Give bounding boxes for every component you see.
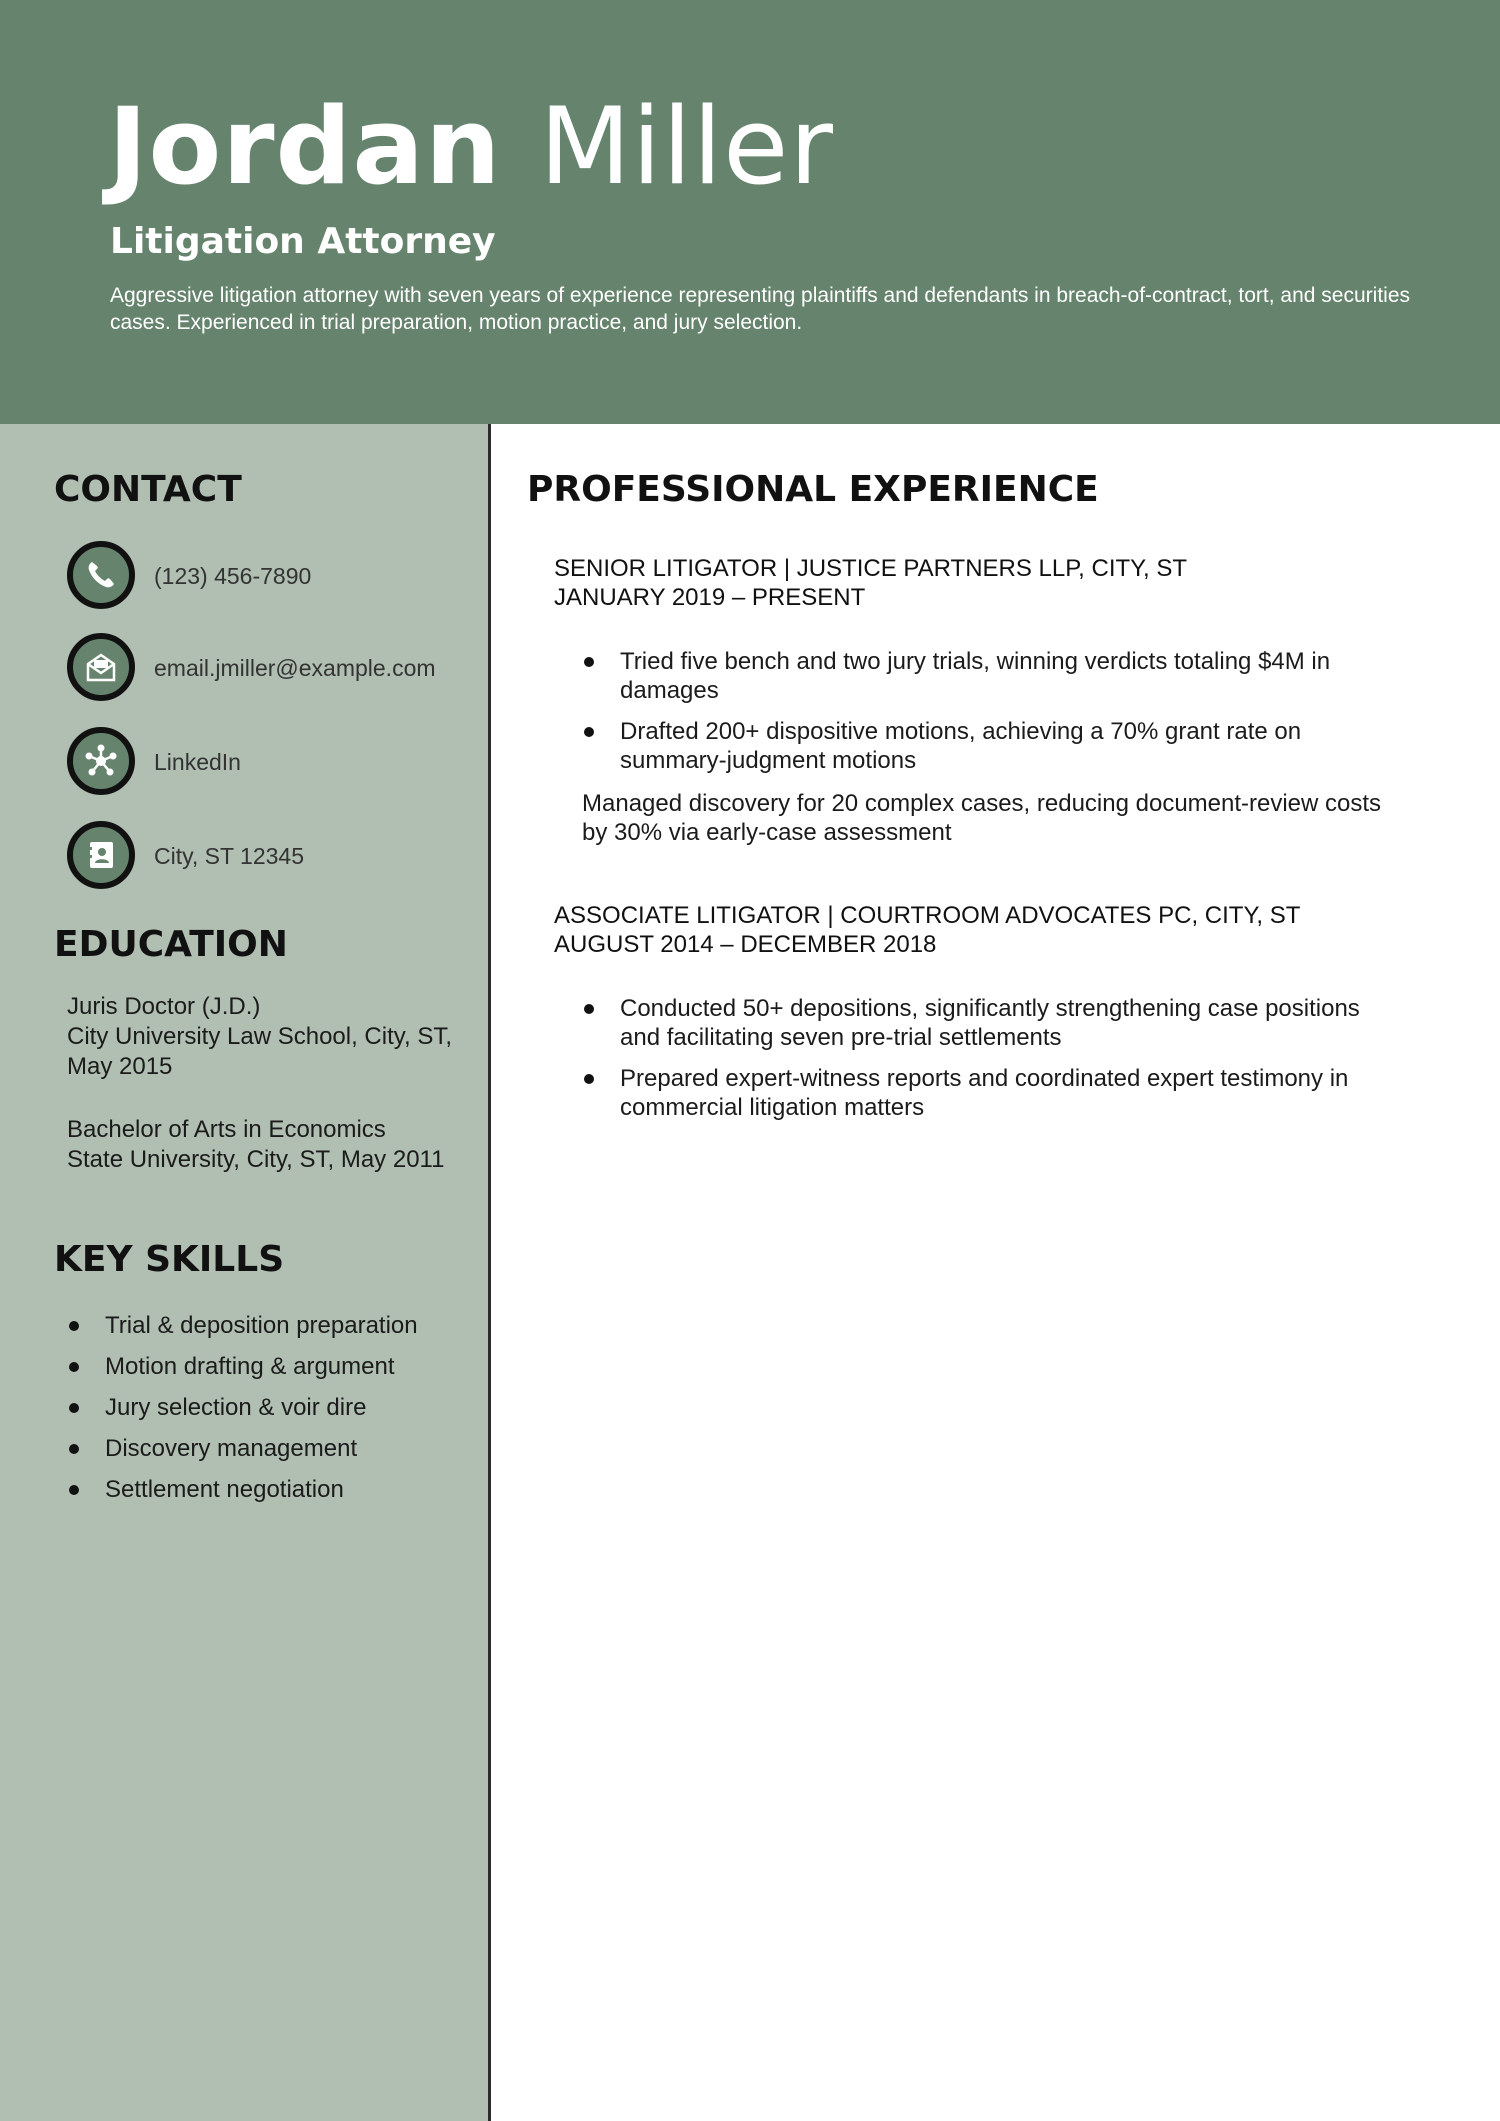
bullet-item: Drafted 200+ dispositive motions, achieving a 70% grant rate on summary-judgment motions xyxy=(582,717,1402,775)
email-address: email.jmiller@example.com xyxy=(154,655,436,681)
job-header xyxy=(554,554,1454,612)
job-header xyxy=(554,901,1454,959)
school: State University, City, ST, May 2011 xyxy=(67,1146,445,1173)
job-role: Litigation Attorney xyxy=(110,221,496,262)
skills-heading: KEY SKILLS xyxy=(54,1239,285,1280)
degree: Bachelor of Arts in Economics xyxy=(67,1116,386,1143)
column-divider xyxy=(488,424,491,2121)
contact-phone[interactable] xyxy=(67,541,477,609)
job-dates: JANUARY 2019 – PRESENT xyxy=(554,584,866,611)
skill-item: Motion drafting & argument xyxy=(67,1346,418,1387)
job-bullets xyxy=(582,647,1402,787)
contact-linkedin[interactable] xyxy=(67,727,477,795)
education-entry xyxy=(67,992,467,1082)
profile-summary: Aggressive litigation attorney with seven years of experience representing plaintiffs and defendants in breach-of-contract, tort, and securities cases. Experienced in trial preparation, motion practice, and jury selection. xyxy=(110,284,1411,334)
skill-item: Discovery management xyxy=(67,1428,418,1469)
experience-heading: PROFESSIONAL EXPERIENCE xyxy=(527,469,1099,510)
contact-heading: CONTACT xyxy=(54,469,242,510)
email-icon xyxy=(67,633,135,701)
skill-item: Settlement negotiation xyxy=(67,1469,418,1510)
education-entry xyxy=(67,1115,467,1175)
first-name: Jordan xyxy=(108,85,502,208)
job-title: SENIOR LITIGATOR | JUSTICE PARTNERS LLP, CITY, ST xyxy=(554,555,1188,582)
degree: Juris Doctor (J.D.) xyxy=(67,993,261,1020)
address-text: City, ST 12345 xyxy=(154,843,305,869)
contact-address[interactable] xyxy=(67,821,477,889)
job-dates: AUGUST 2014 – DECEMBER 2018 xyxy=(554,931,937,958)
job-bullets xyxy=(582,994,1402,1134)
resume-header xyxy=(0,0,1500,424)
skill-item: Jury selection & voir dire xyxy=(67,1387,418,1428)
skill-item: Trial & deposition preparation xyxy=(67,1305,418,1346)
skills-list xyxy=(67,1305,418,1510)
bullet-item: Tried five bench and two jury trials, winning verdicts totaling $4M in damages xyxy=(582,647,1402,705)
job-title: ASSOCIATE LITIGATOR | COURTROOM ADVOCATES PC, CITY, ST xyxy=(554,902,1301,929)
contact-email[interactable] xyxy=(67,633,477,701)
phone-number: (123) 456-7890 xyxy=(154,563,312,589)
school: City University Law School, City, ST, May 2015 xyxy=(67,1023,452,1080)
phone-icon xyxy=(67,541,135,609)
education-heading: EDUCATION xyxy=(54,924,288,965)
last-name: Miller xyxy=(539,85,834,208)
candidate-name xyxy=(108,82,834,212)
bullet-item: Prepared expert-witness reports and coordinated expert testimony in commercial litigation matters xyxy=(582,1064,1402,1122)
address-book-icon xyxy=(67,821,135,889)
bullet-item: Conducted 50+ depositions, significantly strengthening case positions and facilitating seven pre-trial settlements xyxy=(582,994,1402,1052)
network-icon xyxy=(67,727,135,795)
job-note: Managed discovery for 20 complex cases, reducing document-review costs by 30% via early-case assessment xyxy=(582,790,1382,846)
linkedin-link: LinkedIn xyxy=(154,749,241,775)
